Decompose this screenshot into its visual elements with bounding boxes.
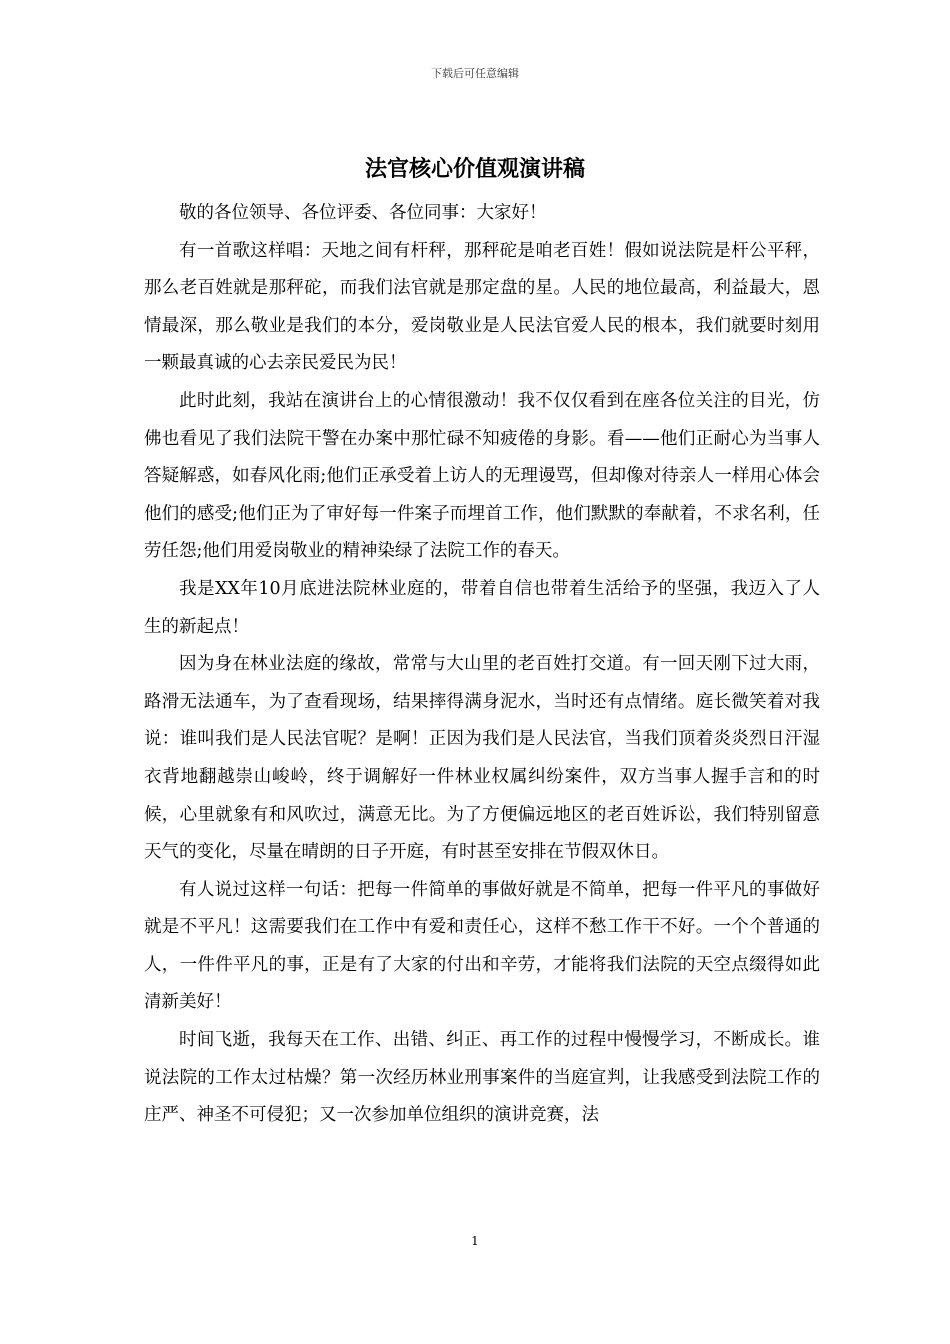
page-number: 1 — [471, 1234, 479, 1248]
paragraph-5: 有人说过这样一句话：把每一件简单的事做好就是不简单，把每一件平凡的事做好就是不平凡！这需要我们在工作中有爱和责任心，这样不愁工作干不好。一个个普通的人，一件件平凡的事，正是有了大家的付出和辛劳，才能将我们法院的天空点缀得如此清新美好！ — [144, 879, 820, 1013]
paragraph-3: 我是XX年10月底进法院林业庭的，带着自信也带着生活给予的坚强，我迈入了人生的新起点！ — [144, 578, 820, 637]
page-header-note: 下载后可任意编辑 — [431, 67, 519, 80]
paragraph-1: 有一首歌这样唱：天地之间有杆秤，那秤砣是咱老百姓！假如说法院是杆公平秤，那么老百姓就是那秤砣，而我们法官就是那定盘的星。人民的地位最高，利益最大，恩情最深，那么敬业是我们的本分，爱岗敬业是人民法官爱人民的根本，我们就要时刻用一颗最真诚的心去亲民爱民为民！ — [144, 240, 820, 374]
document-body — [144, 195, 820, 1135]
paragraph-6: 时间飞逝，我每天在工作、出错、纠正、再工作的过程中慢慢学习，不断成长。谁说法院的工作太过枯燥？第一次经历林业刑事案件的当庭宣判，让我感受到法院工作的庄严、神圣不可侵犯；又一次参加单位组织的演讲竞赛，法 — [144, 1030, 820, 1126]
paragraph-4: 因为身在林业法庭的缘故，常常与大山里的老百姓打交道。有一回天刚下过大雨，路滑无法通车，为了查看现场，结果摔得满身泥水，当时还有点情绪。庭长微笑着对我说：谁叫我们是人民法官呢？是啊！正因为我们是人民法官，当我们顶着炎炎烈日汗湿衣背地翻越崇山峻岭，终于调解好一件林业权属纠纷案件，双方当事人握手言和的时候，心里就象有和风吹过，满意无比。为了方便偏远地区的老百姓诉讼，我们特别留意天气的变化，尽量在晴朗的日子开庭，有时甚至安排在节假双休日。 — [144, 654, 820, 863]
paragraph-2: 此时此刻，我站在演讲台上的心情很激动！我不仅仅看到在座各位关注的目光，仿佛也看见了我们法院干警在办案中那忙碌不知疲倦的身影。看——他们正耐心为当事人答疑解惑，如春风化雨;他们正承受着上访人的无理谩骂，但却像对待亲人一样用心体会他们的感受;他们正为了审好每一件案子而埋首工作，他们默默的奉献着，不求名利，任劳任怨;他们用爱岗敬业的精神染绿了法院工作的春天。 — [144, 390, 820, 562]
document-title: 法官核心价值观演讲稿 — [364, 156, 585, 182]
paragraph-greeting: 敬的各位领导、各位评委、各位同事：大家好！ — [179, 203, 547, 223]
